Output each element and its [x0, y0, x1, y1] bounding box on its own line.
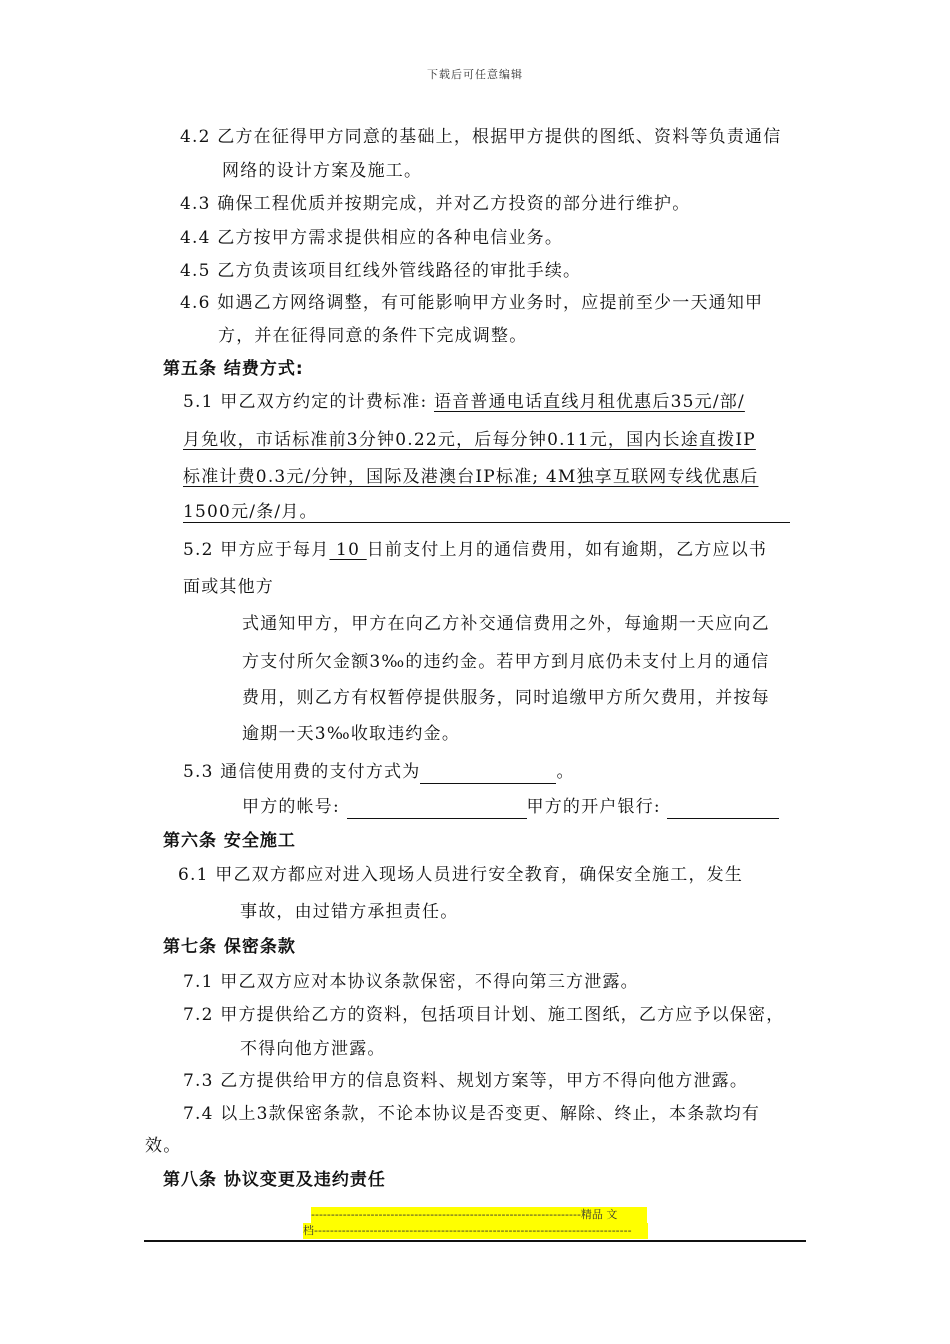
clause-4-6-line-2: 方，并在征得同意的条件下完成调整。 — [218, 326, 528, 346]
clause-5-1-underline — [183, 522, 790, 523]
clause-5-2-line-4: 方支付所欠金额3‰的违约金。若甲方到月底仍未支付上月的通信 — [242, 652, 770, 672]
clause-6-1-line-1: 6.1 甲乙双方都应对进入现场人员进行安全教育，确保安全施工，发生 — [178, 865, 744, 885]
footer-watermark-line-2: 档-------------------------------------------------------------------------------- — [303, 1223, 648, 1239]
clause-5-2-suffix: 日前支付上月的通信费用，如有逾期，乙方应以书 — [366, 540, 768, 560]
clause-4-3: 4.3 确保工程优质并按期完成，并对乙方投资的部分进行维护。 — [180, 194, 691, 214]
clause-5-2-line-1 — [183, 538, 767, 562]
clause-5-2-line-2: 面或其他方 — [183, 577, 274, 597]
clause-5-1-line-3: 标准计费0.3元/分钟，国际及港澳台IP标准; 4M独享互联网专线优惠后 — [183, 467, 759, 487]
footer-rule — [144, 1240, 806, 1242]
clause-5-2-prefix: 5.2 甲方应于每月 — [183, 540, 330, 560]
payment-method-blank[interactable] — [420, 765, 556, 784]
clause-5-1-line-1 — [183, 390, 745, 414]
clause-5-1-prefix: 5.1 甲乙双方约定的计费标准: — [183, 392, 434, 412]
clause-5-1-line-2: 月免收，市话标准前3分钟0.22元，后每分钟0.11元，国内长途直拨IP — [183, 430, 756, 450]
page-header: 下载后可任意编辑 — [427, 68, 523, 81]
clause-5-2-line-3: 式通知甲方，甲方在向乙方补交通信费用之外，每逾期一天应向乙 — [242, 614, 770, 634]
account-label: 甲方的帐号: — [242, 797, 347, 817]
clause-5-3-prefix: 5.3 通信使用费的支付方式为 — [183, 762, 421, 782]
clause-4-2-line-1: 4.2 乙方在征得甲方同意的基础上，根据甲方提供的图纸、资料等负责通信 — [180, 127, 782, 147]
article-5-heading: 第五条 结费方式: — [163, 359, 304, 379]
account-blank[interactable] — [347, 800, 527, 819]
clause-4-2-line-2: 网络的设计方案及施工。 — [222, 161, 423, 181]
clause-5-1-rate-part-1: 语音普通电话直线月租优惠后35元/部/ — [433, 392, 745, 412]
article-6-heading: 第六条 安全施工 — [163, 831, 296, 851]
clause-4-5: 4.5 乙方负责该项目红线外管线路径的审批手续。 — [180, 261, 582, 281]
clause-5-2-line-5: 费用，则乙方有权暂停提供服务，同时追缴甲方所欠费用，并按每 — [242, 688, 770, 708]
article-8-heading: 第八条 协议变更及违约责任 — [163, 1170, 386, 1190]
clause-4-6-line-1: 4.6 如遇乙方网络调整，有可能影响甲方业务时，应提前至少一天通知甲 — [180, 293, 764, 313]
clause-7-2-line-1: 7.2 甲方提供给乙方的资料，包括项目计划、施工图纸，乙方应予以保密， — [183, 1005, 785, 1025]
clause-7-2-line-2: 不得向他方泄露。 — [240, 1039, 386, 1059]
article-7-heading: 第七条 保密条款 — [163, 937, 296, 957]
clause-4-4: 4.4 乙方按甲方需求提供相应的各种电信业务。 — [180, 228, 564, 248]
clause-7-4-line-2: 效。 — [145, 1136, 182, 1156]
footer-watermark-line-1: --------------------------------------------------------------------精品 文 — [311, 1207, 647, 1223]
clause-7-3: 7.3 乙方提供给甲方的信息资料、规划方案等，甲方不得向他方泄露。 — [183, 1071, 749, 1091]
clause-7-1: 7.1 甲乙双方应对本协议条款保密，不得向第三方泄露。 — [183, 972, 639, 992]
clause-5-1-line-4: 1500元/条/月。 — [183, 502, 318, 522]
payment-day-value: 10 — [329, 540, 367, 560]
clause-6-1-line-2: 事故，由过错方承担责任。 — [240, 902, 459, 922]
bank-blank[interactable] — [667, 800, 779, 819]
clause-5-2-line-6: 逾期一天3‰收取违约金。 — [242, 724, 461, 744]
clause-5-3-line-1 — [183, 760, 575, 784]
bank-label: 甲方的开户银行: — [526, 797, 668, 817]
clause-5-3-line-2 — [242, 795, 779, 819]
clause-5-3-suffix: 。 — [556, 762, 575, 782]
clause-7-4-line-1: 7.4 以上3款保密条款，不论本协议是否变更、解除、终止，本条款均有 — [183, 1104, 761, 1124]
